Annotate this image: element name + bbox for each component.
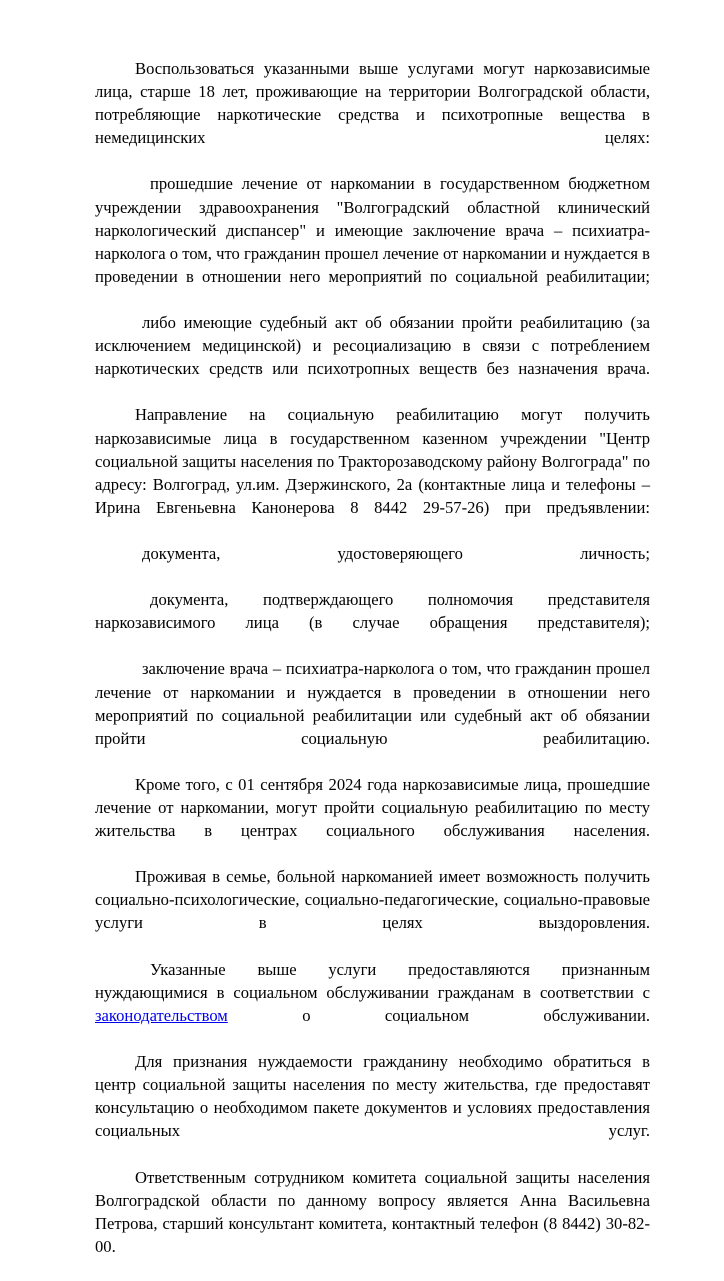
paragraph-referral-center-address: Направление на социальную реабилитацию могут получить наркозависимые лица в государственном казенном учреждении "Центр социальной защиты населения по Тракторозаводскому району Волгограда" по адресу: Волгоград, ул.им. Дзержинского, 2а (контактные лица и телефоны – Ирина Евгеньевна Канонерова 8 8442 29-57-26) при предъявлении: [95,405,650,517]
paragraph-treated-at-dispensary: прошедшие лечение от наркомании в государственном бюджетном учреждении здравоохранения "Волгоградский областной клинический наркологический диспансер" и имеющие заключение врача – психиатра-нарколога о том, что гражданин прошел лечение от наркомании и нуждается в проведении в отношении него мероприятий по социальной реабилитации; [95,174,650,286]
paragraph-document-doctor-conclusion: заключение врача – психиатра-нарколога о том, что гражданин прошел лечение от наркомании и нуждается в проведении в отношении него мероприятий по социальной реабилитации или судебный акт об обязании пройти социальную реабилитацию. [95,659,650,748]
paragraph-how-to-apply: Для признания нуждаемости гражданину необходимо обратиться в центр социальной защиты населения по месту жительства, где предоставят консультацию о необходимом пакете документов и условиях предоставления социальных услуг. [95,1052,650,1141]
document-text-body [95,57,650,1281]
paragraph-eligibility-intro: Воспользоваться указанными выше услугами могут наркозависимые лица, старше 18 лет, проживающие на территории Волгоградской области, потребляющие наркотические средства и психотропные вещества в немедицинских целях: [95,59,650,148]
paragraph-document-identity: документа, удостоверяющего личность; [142,543,650,563]
paragraph-text-after-link: о социальном обслуживании. [227,1005,650,1025]
legislation-link[interactable]: законодательством [95,1005,228,1025]
paragraph-services-provided-by-law [95,958,650,1050]
paragraph-court-order: либо имеющие судебный акт об обязании пройти реабилитацию (за исключением медицинской) и ресоциализацию в связи с потреблением наркотических средств или психотропных веществ без назначения врача. [95,313,650,379]
paragraph-responsible-officer-contact: Ответственным сотрудником комитета социальной защиты населения Волгоградской области по данному вопросу является Анна Васильевна Петрова, старший консультант комитета, контактный телефон (8 8442) 30-82-00. [95,1167,650,1256]
paragraph-text-before-link: Указанные выше услуги предоставляются признанным нуждающимися в социальном обслуживании гражданам в соответствии с [95,959,650,1002]
paragraph-document-representative: документа, подтверждающего полномочия представителя наркозависимого лица (в случае обращения представителя); [95,590,650,633]
paragraph-rehab-from-september-2024: Кроме того, с 01 сентября 2024 года наркозависимые лица, прошедшие лечение от наркомании, могут пройти социальную реабилитацию по месту жительства в центрах социального обслуживания населения. [95,774,650,841]
paragraph-family-services: Проживая в семье, больной наркоманией имеет возможность получить социально-психологические, социально-педагогические, социально-правовые услуги в целях выздоровления. [95,867,650,933]
